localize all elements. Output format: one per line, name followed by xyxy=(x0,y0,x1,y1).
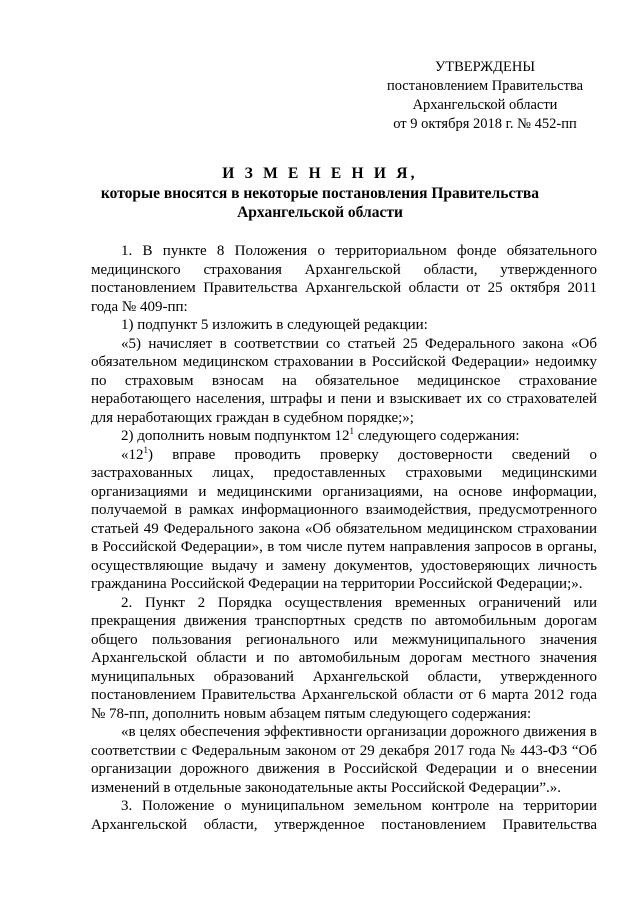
document-heading xyxy=(0,164,640,223)
paragraph-3: «5) начисляет в соответствии со статьей 25 Федерального закона «Об обязательном медицинском страховании в Российской Федерации» недоимку по страховым взносам на обязательное медицинское страхование неработающего населения, штрафы и пени и взыскивает их со страхователей для неработающих граждан в судебном порядке;»; xyxy=(91,335,597,426)
paragraph-8: 3. Положение о муниципальном земельном контроле на территории Архангельской области, утвержденное постановлением Правительства xyxy=(91,798,597,833)
paragraph-5 xyxy=(91,446,597,594)
document-body xyxy=(91,242,597,834)
paragraph-6: 2. Пункт 2 Порядка осуществления временных ограничений или прекращения движения транспортных средств по автомобильным дорогам общего пользования регионального или межмуниципального значения Архангельской области и по автомобильным дорогам местного значения муниципальных образований Архангельской области, утвержденного постановлением Правительства Архангельской области от 6 марта 2012 года № 78-пп, дополнить новым абзацем пятым следующего содержания: xyxy=(91,594,597,722)
paragraph-1: 1. В пункте 8 Положения о территориальном фонде обязательного медицинского страхования Архангельской области, утвержденного постановлением Правительства Архангельской области от 25 октября 2011 года № 409-пп: xyxy=(91,243,597,315)
paragraph-7: «в целях обеспечения эффективности организации дорожного движения в соответствии с Федеральным законом от 29 декабря 2017 года № 443-ФЗ “Об организации дорожного движения в Российской Федерации и о внесении изменений в отдельные законодательные акты Российской Федерации”.». xyxy=(91,724,597,796)
paragraph-4-superscript: 1 xyxy=(349,426,355,436)
paragraph-4-text-b: следующего содержания: xyxy=(354,428,520,444)
approval-line-2: Архангельской области xyxy=(412,97,558,113)
paragraph-4 xyxy=(91,427,597,446)
document-title: И З М Е Н Е Н И Я, xyxy=(222,165,418,182)
paragraph-5-superscript: 1 xyxy=(143,444,148,455)
document-subtitle-line-2: Архангельской области xyxy=(237,204,403,221)
document-subtitle-line-1: которые вносятся в некоторые постановления Правительства xyxy=(100,184,540,202)
approval-line-1: постановлением Правительства xyxy=(386,78,584,94)
paragraph-4-text-a: 2) дополнить новым подпунктом 12 xyxy=(121,428,350,444)
approval-title: УТВЕРЖДЕНЫ xyxy=(434,59,536,75)
approval-stamp xyxy=(360,58,610,134)
paragraph-5-text-a: «12 xyxy=(121,446,144,463)
paragraph-2: 1) подпункт 5 изложить в следующей редакции: xyxy=(121,317,428,333)
approval-line-3: от 9 октября 2018 г. № 452-пп xyxy=(393,116,577,132)
paragraph-5-text-b: ) вправе проводить проверку достоверности сведений о застрахованных лицах, предоставленных страховыми медицинскими организациями и медицинскими организациями, на основе информации, получаемой в рамках информационного взаимодействия, предусмотренного статьей 49 Федерального закона «Об обязательном медицинском страховании в Российской Федерации», в том числе путем направления запросов в органы, осуществляющие выдачу и замену документов, удостоверяющих личность гражданина Российской Федерации на территории Российской Федерации;». xyxy=(91,446,597,592)
